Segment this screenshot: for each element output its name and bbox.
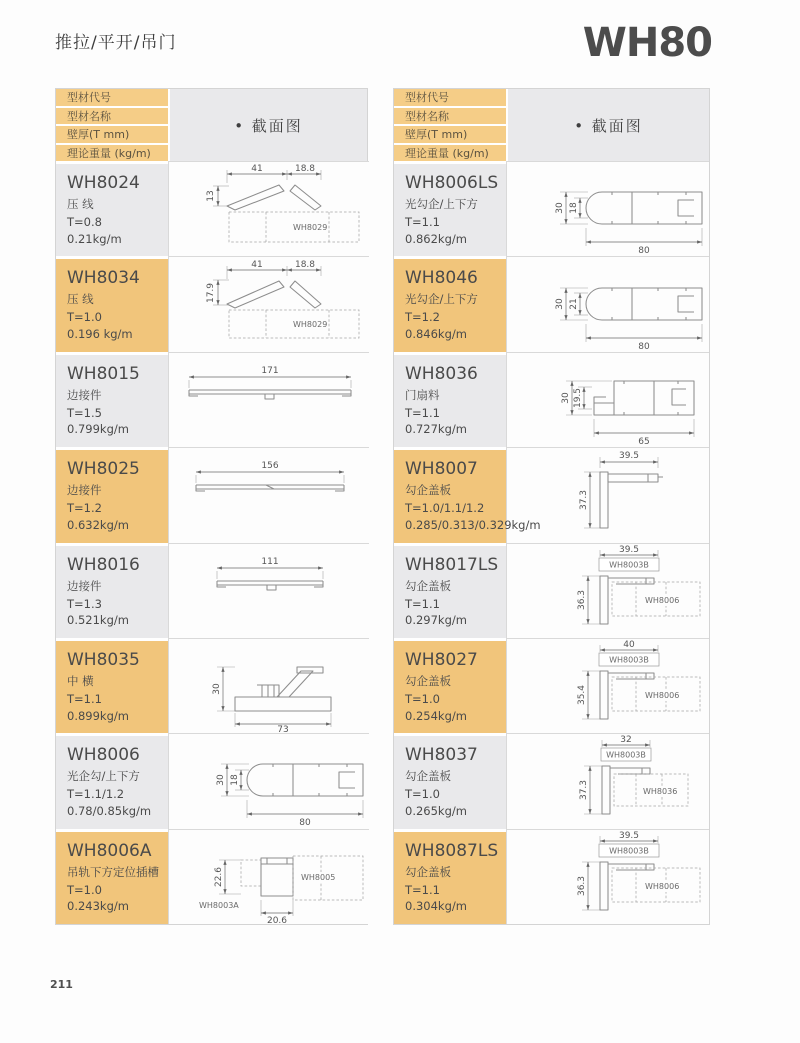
profile-code: WH8007 bbox=[405, 459, 478, 480]
profile-info-cell bbox=[56, 352, 168, 447]
profile-thickness: T=1.1 bbox=[405, 882, 440, 897]
profile-weight: 0.297kg/m bbox=[405, 613, 467, 628]
profile-name: 勾企盖板 bbox=[405, 769, 451, 784]
profile-code: WH8027 bbox=[405, 649, 478, 670]
dim-label: 30 bbox=[555, 297, 565, 310]
profile-code: WH8016 bbox=[67, 554, 140, 575]
section-diagram bbox=[168, 161, 369, 256]
table-header bbox=[56, 89, 367, 161]
table-header bbox=[394, 89, 709, 161]
profile-code: WH8025 bbox=[67, 459, 140, 480]
section-diagram bbox=[168, 256, 369, 351]
dim-label: 36.3 bbox=[577, 589, 587, 610]
profile-weight: 0.899kg/m bbox=[67, 708, 129, 723]
section-diagram bbox=[506, 638, 709, 733]
table-row bbox=[56, 543, 367, 638]
profile-thickness: T=0.8 bbox=[67, 215, 102, 230]
cross-section-drawing bbox=[169, 639, 369, 733]
profile-weight: 0.254kg/m bbox=[405, 708, 467, 723]
dim-label: 19.5 bbox=[573, 387, 583, 408]
dim-label: 39.5 bbox=[618, 830, 640, 841]
cross-section-drawing bbox=[169, 353, 369, 447]
dim-label: 18.8 bbox=[294, 259, 316, 270]
dim-label: 18 bbox=[569, 202, 579, 214]
profile-info-cell bbox=[394, 447, 541, 542]
cross-section-drawing bbox=[169, 258, 369, 352]
profile-name: 边接件 bbox=[67, 483, 102, 498]
dim-label: 80 bbox=[299, 818, 311, 829]
cross-section-drawing bbox=[508, 734, 708, 828]
table-row bbox=[56, 352, 367, 447]
table-row bbox=[394, 638, 709, 733]
profile-thickness: T=1.1 bbox=[405, 405, 440, 420]
section-diagram bbox=[168, 543, 369, 638]
header-section-view: • 截面图 bbox=[506, 89, 709, 161]
header-theoretical-weight: 理论重量 (kg/m) bbox=[56, 143, 168, 162]
profile-thickness: T=1.0 bbox=[405, 691, 440, 706]
profile-code: WH8006LS bbox=[405, 173, 499, 193]
cross-section-drawing bbox=[169, 544, 369, 638]
section-diagram bbox=[506, 352, 709, 447]
profile-weight: 0.285/0.313/0.329kg/m bbox=[405, 517, 541, 532]
profile-code: WH8015 bbox=[67, 363, 140, 384]
dim-label: 20.6 bbox=[266, 915, 288, 924]
profile-info-cell bbox=[394, 352, 506, 447]
table-row bbox=[56, 447, 367, 542]
profile-weight: 0.243kg/m bbox=[67, 899, 129, 914]
cross-section-drawing bbox=[508, 639, 708, 733]
profile-name: 边接件 bbox=[67, 387, 102, 402]
cross-section-drawing bbox=[508, 258, 708, 352]
profile-table-left bbox=[55, 88, 368, 925]
profile-thickness: T=1.1 bbox=[67, 691, 102, 706]
header-wall-thickness: 壁厚(T mm) bbox=[394, 124, 506, 143]
table-row bbox=[394, 829, 709, 924]
profile-info-cell bbox=[56, 733, 168, 828]
dim-label: 22.6 bbox=[214, 866, 224, 887]
dim-label: 30 bbox=[212, 683, 222, 695]
profile-code: WH8024 bbox=[67, 173, 140, 193]
profile-thickness: T=1.3 bbox=[67, 596, 102, 611]
dim-label: 37.3 bbox=[579, 490, 589, 511]
cross-section-drawing bbox=[169, 448, 369, 542]
dim-label: 35.4 bbox=[577, 685, 587, 706]
profile-name: 勾企盖板 bbox=[405, 483, 451, 498]
dim-label: 41 bbox=[251, 259, 263, 270]
profile-thickness: T=1.0 bbox=[67, 310, 102, 325]
dim-label: 39.5 bbox=[618, 544, 640, 555]
profile-info-cell bbox=[394, 733, 506, 828]
profile-thickness: T=1.0/1.1/1.2 bbox=[405, 501, 485, 516]
dim-label: 73 bbox=[277, 725, 289, 734]
profile-table-right bbox=[393, 88, 710, 925]
profile-name: 压 线 bbox=[67, 292, 94, 307]
profile-name: 光勾企/上下方 bbox=[405, 197, 478, 211]
section-diagram bbox=[506, 543, 709, 638]
dim-label: 30 bbox=[555, 202, 565, 214]
table-row bbox=[56, 161, 367, 256]
profile-info-cell bbox=[394, 638, 506, 733]
ref-label: WH8003B bbox=[609, 655, 649, 665]
profile-code: WH8036 bbox=[405, 363, 478, 384]
dim-label: 40 bbox=[623, 640, 635, 651]
profile-thickness: T=1.1 bbox=[405, 215, 440, 230]
section-diagram bbox=[168, 733, 369, 828]
profile-name: 压 线 bbox=[67, 197, 94, 211]
section-diagram bbox=[506, 733, 709, 828]
profile-code: WH8046 bbox=[405, 268, 478, 289]
dim-label: 36.3 bbox=[577, 875, 587, 896]
dim-label: 111 bbox=[261, 556, 279, 567]
ref-label: WH8003B bbox=[606, 750, 646, 760]
header-theoretical-weight: 理论重量 (kg/m) bbox=[394, 143, 506, 162]
profile-code: WH8035 bbox=[67, 649, 140, 670]
section-diagram bbox=[168, 829, 369, 924]
dim-label: 80 bbox=[638, 341, 650, 352]
ref-label: WH8003B bbox=[609, 846, 649, 856]
profile-weight: 0.21kg/m bbox=[67, 231, 122, 246]
section-diagram bbox=[168, 352, 369, 447]
profile-weight: 0.78/0.85kg/m bbox=[67, 803, 152, 818]
profile-info-cell bbox=[56, 829, 168, 924]
cross-section-drawing bbox=[508, 162, 708, 256]
profile-info-cell bbox=[56, 638, 168, 733]
table-row bbox=[394, 733, 709, 828]
profile-weight: 0.632kg/m bbox=[67, 517, 129, 532]
header-profile-name: 型材名称 bbox=[394, 106, 506, 125]
ref-label: WH8036 bbox=[643, 787, 678, 797]
profile-code: WH8037 bbox=[405, 745, 478, 766]
profile-thickness: T=1.1/1.2 bbox=[67, 787, 125, 802]
profile-info-cell bbox=[394, 829, 506, 924]
dim-label: 21 bbox=[569, 297, 579, 310]
cross-section-drawing bbox=[508, 544, 708, 638]
profile-info-cell bbox=[56, 256, 168, 351]
profile-info-cell bbox=[56, 161, 168, 256]
profile-info-cell bbox=[394, 543, 506, 638]
dim-label: 30 bbox=[561, 392, 571, 404]
dim-label: 41 bbox=[251, 164, 263, 175]
dim-label: 156 bbox=[261, 461, 279, 472]
table-row bbox=[394, 543, 709, 638]
section-diagram bbox=[506, 161, 709, 256]
ref-label: WH8006 bbox=[645, 691, 680, 701]
profile-info-cell bbox=[394, 256, 506, 351]
profile-name: 吊轨下方定位插槽 bbox=[67, 864, 159, 879]
table-row bbox=[394, 256, 709, 351]
page-number: 211 bbox=[50, 978, 73, 991]
table-row bbox=[56, 638, 367, 733]
profile-thickness: T=1.5 bbox=[67, 405, 102, 420]
profile-weight: 0.196 kg/m bbox=[67, 327, 133, 342]
dim-label: 18 bbox=[230, 774, 240, 787]
profile-name: 门扇料 bbox=[405, 387, 440, 402]
profile-name: 光勾企/上下方 bbox=[405, 292, 478, 307]
header-profile-code: 型材代号 bbox=[56, 89, 168, 106]
profile-name: 光企勾/上下方 bbox=[67, 769, 140, 784]
profile-info-cell bbox=[56, 543, 168, 638]
dim-label: 39.5 bbox=[618, 451, 640, 462]
profile-name: 勾企盖板 bbox=[405, 864, 451, 879]
profile-code: WH8017LS bbox=[405, 554, 499, 575]
profile-thickness: T=1.1 bbox=[405, 596, 440, 611]
dim-label: 17.9 bbox=[206, 282, 216, 303]
cross-section-drawing bbox=[508, 830, 708, 924]
profile-info-cell bbox=[394, 161, 506, 256]
ref-label: WH8003A bbox=[199, 900, 239, 910]
table-row bbox=[56, 829, 367, 924]
profile-name: 边接件 bbox=[67, 578, 102, 593]
ref-label: WH8006 bbox=[645, 881, 680, 891]
dim-label: 65 bbox=[638, 436, 650, 447]
table-row bbox=[56, 733, 367, 828]
profile-weight: 0.846kg/m bbox=[405, 327, 467, 342]
header-profile-name: 型材名称 bbox=[56, 106, 168, 125]
section-diagram bbox=[506, 829, 709, 924]
header-section-view: • 截面图 bbox=[168, 89, 367, 161]
header-wall-thickness: 壁厚(T mm) bbox=[56, 124, 168, 143]
dim-label: 32 bbox=[620, 735, 632, 746]
profile-thickness: T=1.0 bbox=[67, 882, 102, 897]
section-diagram bbox=[168, 638, 369, 733]
ref-label: WH8029 bbox=[293, 319, 328, 329]
dim-label: 171 bbox=[261, 365, 279, 376]
section-diagram bbox=[506, 256, 709, 351]
profile-weight: 0.304kg/m bbox=[405, 899, 467, 914]
profile-thickness: T=1.2 bbox=[405, 310, 440, 325]
ref-label: WH8003B bbox=[609, 560, 649, 570]
section-diagram bbox=[168, 447, 369, 542]
ref-label: WH8005 bbox=[301, 872, 336, 882]
header-profile-code: 型材代号 bbox=[394, 89, 506, 106]
profile-name: 中 横 bbox=[67, 673, 94, 688]
profile-code: WH8006 bbox=[67, 745, 140, 766]
dim-label: 80 bbox=[638, 246, 650, 257]
cross-section-drawing bbox=[169, 162, 369, 256]
profile-code: WH8006A bbox=[67, 840, 152, 861]
table-row bbox=[56, 256, 367, 351]
profile-code: WH8087LS bbox=[405, 840, 499, 861]
profile-name: 勾企盖板 bbox=[405, 673, 451, 688]
page-title: 推拉/平开/吊门 bbox=[55, 33, 177, 53]
dim-label: 37.3 bbox=[579, 780, 589, 801]
profile-weight: 0.265kg/m bbox=[405, 803, 467, 818]
dim-label: 13 bbox=[206, 190, 216, 202]
header-label-column bbox=[56, 89, 168, 161]
header-label-column bbox=[394, 89, 506, 161]
series-title: WH80 bbox=[582, 20, 712, 66]
profile-thickness: T=1.0 bbox=[405, 787, 440, 802]
profile-thickness: T=1.2 bbox=[67, 501, 102, 516]
cross-section-drawing bbox=[508, 353, 708, 447]
table-row bbox=[394, 352, 709, 447]
profile-weight: 0.727kg/m bbox=[405, 422, 467, 437]
profile-name: 勾企盖板 bbox=[405, 578, 451, 593]
table-row bbox=[394, 161, 709, 256]
profile-weight: 0.521kg/m bbox=[67, 613, 129, 628]
cross-section-drawing bbox=[169, 830, 369, 924]
table-row bbox=[394, 447, 709, 542]
ref-label: WH8029 bbox=[293, 223, 328, 233]
profile-weight: 0.862kg/m bbox=[405, 231, 467, 246]
dim-label: 18.8 bbox=[294, 164, 316, 175]
ref-label: WH8006 bbox=[645, 595, 680, 605]
profile-info-cell bbox=[56, 447, 168, 542]
profile-code: WH8034 bbox=[67, 268, 140, 289]
cross-section-drawing bbox=[169, 734, 369, 828]
dim-label: 30 bbox=[216, 774, 226, 787]
profile-weight: 0.799kg/m bbox=[67, 422, 129, 437]
